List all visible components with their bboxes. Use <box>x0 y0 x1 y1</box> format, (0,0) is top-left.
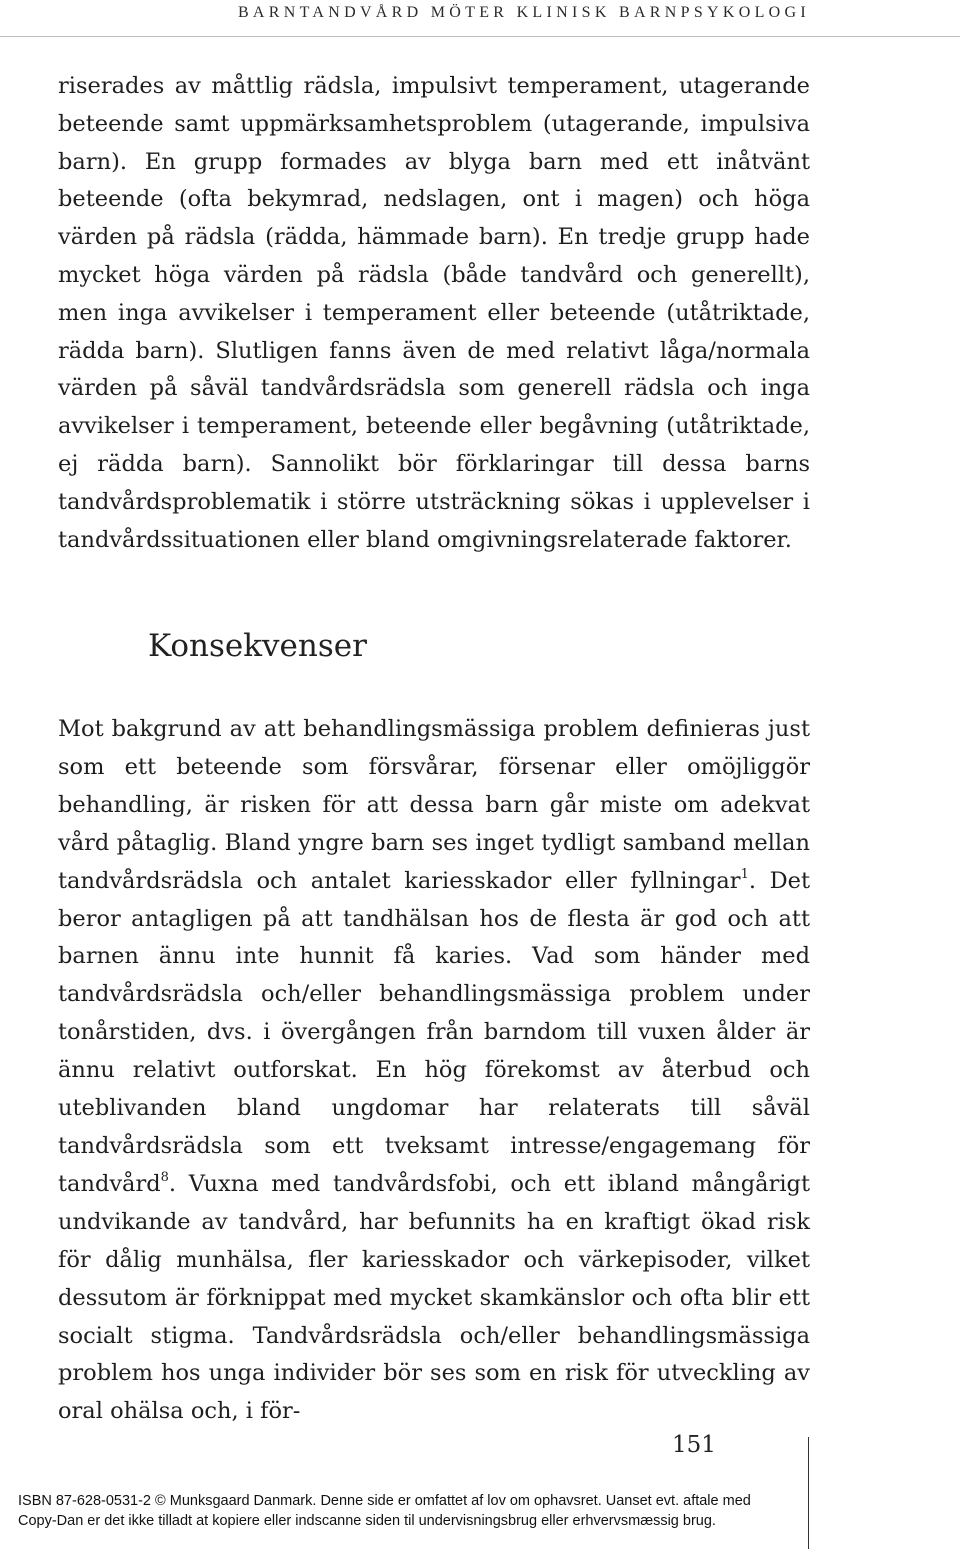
running-head: BARNTANDVÅRD MÖTER KLINISK BARNPSYKOLOGI <box>237 4 810 21</box>
body-paragraph-1: riserades av måttlig rädsla, impulsivt temperament, utagerande beteende samt uppmärksamhetsproblem (utagerande, impulsiva barn). En grupp formades av blyga barn med ett inåtvänt beteende (ofta bekymrad, nedslagen, ont i magen) och höga värden på rädsla (rädda, hämmade barn). En tredje grupp hade mycket höga värden på rädsla (både tandvård och generellt), men inga avvikelser i temperament eller beteende (utåtriktade, rädda barn). Slutligen fanns även de med relativt låga/normala värden på såväl tandvårdsrädsla som generell rädsla och inga avvikelser i temperament, beteende eller begåvning (utåtriktade, ej rädda barn). Sannolikt bör förklaringar till dessa barns tandvårdsproblematik i större utsträckning sökas i upplevelser i tandvårdssituationen eller bland omgivningsrelaterade faktorer. <box>58 73 810 553</box>
paragraph-2-text-b: . Det beror antagligen på att tandhälsan hos de flesta är god och att barnen ännu inte hunnit få karies. Vad som händer med tandvårdsrädsla och/eller behandlingsmässiga problem under tonårstiden, dvs. i övergången från barndom till vuxen ålder är ännu relativt outforskat. En hög förekomst av återbud och uteblivanden bland ungdomar har relaterats till såväl tandvårdsrädsla som ett tveksamt intresse/engagemang för tandvård <box>58 867 810 1197</box>
footnote-ref-1: 1 <box>740 866 749 882</box>
copyright-footer-line-2: Copy-Dan er det ikke tilladt at kopiere eller indscanne siden til undervisningsbrug eller erhvervsmæssig brug. <box>18 1513 716 1529</box>
page-number: 151 <box>672 1432 716 1458</box>
paragraph-2-text-c: . Vuxna med tandvårdsfobi, och ett ibland mångårigt undvikande av tandvård, har befunnits ha en kraftigt ökad risk för dålig munhälsa, fler kariesskador och värkepisoder, vilket dessutom är förknippat med mycket skamkänslor och ofta blir ett socialt stigma. Tandvårdsrädsla och/eller behandlingsmässiga problem hos unga individer bör ses som en risk för utveckling av oral ohälsa och, i för- <box>58 1170 810 1425</box>
paragraph-2-text-a: Mot bakgrund av att behandlingsmässiga problem definieras just som ett beteende som försvårar, försenar eller omöjliggör behandling, är risken för att dessa barn går miste om adekvat vård påtaglig. Bland yngre barn ses inget tydligt samband mellan tandvårdsrädsla och antalet kariesskador eller fyllningar <box>58 716 810 894</box>
footnote-ref-8: 8 <box>160 1169 169 1185</box>
body-paragraph-2 <box>58 711 810 1431</box>
section-heading: Konsekvenser <box>148 628 367 664</box>
copyright-footer-line-1: ISBN 87-628-0531-2 © Munksgaard Danmark. Denne side er omfattet af lov om ophavsret. Uanset evt. aftale med <box>18 1493 751 1509</box>
page-number-rule <box>808 1437 809 1549</box>
header-divider <box>0 36 960 37</box>
